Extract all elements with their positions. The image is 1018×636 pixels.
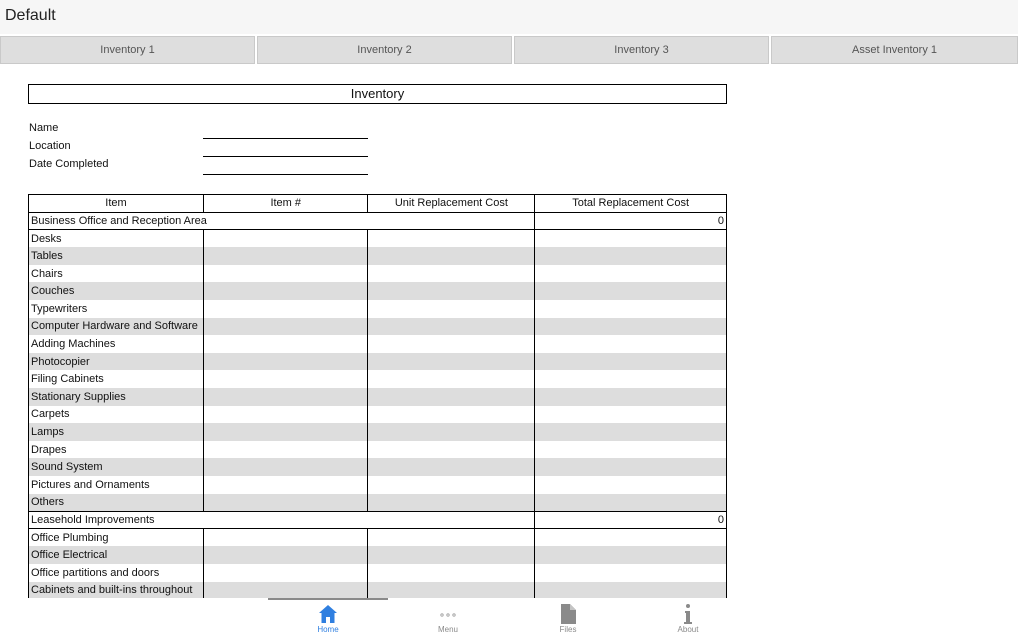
unit-cost-cell[interactable]	[368, 282, 535, 300]
nav-files-label: Files	[559, 625, 577, 634]
section-label[interactable]: Leasehold Improvements	[29, 511, 535, 529]
total-cost-cell[interactable]	[535, 370, 727, 388]
item-number-cell[interactable]	[203, 406, 367, 424]
tab-inventory-2[interactable]: Inventory 2	[257, 36, 512, 64]
total-cost-cell[interactable]	[535, 441, 727, 459]
item-number-cell[interactable]	[203, 546, 367, 564]
tab-asset-inventory-1[interactable]: Asset Inventory 1	[771, 36, 1018, 64]
nav-files-button[interactable]	[528, 600, 608, 636]
table-row	[29, 564, 727, 582]
item-cell[interactable]: Pictures and Ornaments	[29, 476, 204, 494]
unit-cost-cell[interactable]	[368, 300, 535, 318]
table-row	[29, 230, 727, 248]
total-cost-cell[interactable]	[535, 388, 727, 406]
item-cell[interactable]: Drapes	[29, 441, 204, 459]
section-total[interactable]: 0	[535, 511, 727, 529]
table-row	[29, 406, 727, 424]
bottom-nav	[0, 598, 1018, 636]
sheet-title: Inventory	[28, 84, 727, 104]
item-number-cell[interactable]	[203, 300, 367, 318]
nav-home-button[interactable]	[288, 600, 368, 636]
tab-inventory-3[interactable]: Inventory 3	[514, 36, 769, 64]
item-cell[interactable]: Couches	[29, 282, 204, 300]
title-bar	[0, 0, 1018, 34]
total-cost-cell[interactable]	[535, 406, 727, 424]
section-label[interactable]: Business Office and Reception Area	[29, 212, 535, 230]
item-number-cell[interactable]	[203, 529, 367, 547]
table-row	[29, 494, 727, 512]
item-cell[interactable]: Carpets	[29, 406, 204, 424]
unit-cost-cell[interactable]	[368, 458, 535, 476]
total-cost-cell[interactable]	[535, 546, 727, 564]
name-label: Name	[29, 122, 59, 134]
total-cost-cell[interactable]	[535, 282, 727, 300]
item-number-cell[interactable]	[203, 441, 367, 459]
table-row	[29, 370, 727, 388]
sheet-tabs	[0, 36, 1018, 64]
item-number-cell[interactable]	[203, 318, 367, 336]
unit-cost-cell[interactable]	[368, 529, 535, 547]
location-label: Location	[29, 140, 71, 152]
item-number-cell[interactable]	[203, 423, 367, 441]
unit-cost-cell[interactable]	[368, 441, 535, 459]
total-cost-cell[interactable]	[535, 265, 727, 283]
item-number-cell[interactable]	[203, 370, 367, 388]
item-number-cell[interactable]	[203, 388, 367, 406]
table-header-row	[29, 195, 727, 213]
item-number-cell[interactable]	[203, 353, 367, 371]
total-cost-cell[interactable]	[535, 353, 727, 371]
item-number-cell[interactable]	[203, 247, 367, 265]
section-total[interactable]: 0	[535, 212, 727, 230]
item-cell[interactable]: Others	[29, 494, 204, 512]
item-cell[interactable]: Office partitions and doors	[29, 564, 204, 582]
unit-cost-cell[interactable]	[368, 265, 535, 283]
date-completed-label: Date Completed	[29, 158, 109, 170]
unit-cost-cell[interactable]	[368, 582, 535, 598]
item-cell[interactable]: Cabinets and built-ins throughout	[29, 582, 204, 598]
info-icon	[678, 603, 698, 625]
table-row	[29, 388, 727, 406]
unit-cost-cell[interactable]	[368, 353, 535, 371]
item-number-cell[interactable]	[203, 494, 367, 512]
nav-about-button[interactable]	[648, 600, 728, 636]
unit-cost-cell[interactable]	[368, 370, 535, 388]
nav-home-label: Home	[317, 625, 339, 634]
table-row	[29, 441, 727, 459]
item-cell[interactable]: Office Plumbing	[29, 529, 204, 547]
name-field[interactable]	[203, 138, 368, 139]
item-number-cell[interactable]	[203, 282, 367, 300]
location-field[interactable]	[203, 156, 368, 157]
unit-cost-cell[interactable]	[368, 546, 535, 564]
total-cost-cell[interactable]	[535, 529, 727, 547]
total-cost-cell[interactable]	[535, 230, 727, 248]
table-row	[29, 335, 727, 353]
table-row	[29, 247, 727, 265]
table-row	[29, 529, 727, 547]
unit-cost-cell[interactable]	[368, 494, 535, 512]
item-cell[interactable]: Office Electrical	[29, 546, 204, 564]
table-row	[29, 582, 727, 598]
date-completed-field[interactable]	[203, 174, 368, 175]
item-number-cell[interactable]	[203, 476, 367, 494]
table-row	[29, 353, 727, 371]
more-dots-icon	[438, 603, 458, 625]
table-row	[29, 282, 727, 300]
unit-cost-cell[interactable]	[368, 476, 535, 494]
nav-menu-button[interactable]	[408, 600, 488, 636]
column-header-unit-cost: Unit Replacement Cost	[368, 195, 535, 213]
spreadsheet-area[interactable]	[0, 64, 1018, 598]
total-cost-cell[interactable]	[535, 476, 727, 494]
inventory-table	[28, 194, 727, 598]
item-cell[interactable]: Tables	[29, 247, 204, 265]
file-icon	[558, 603, 578, 625]
unit-cost-cell[interactable]	[368, 318, 535, 336]
total-cost-cell[interactable]	[535, 300, 727, 318]
item-number-cell[interactable]	[203, 230, 367, 248]
item-cell[interactable]: Sound System	[29, 458, 204, 476]
table-row	[29, 546, 727, 564]
home-icon	[318, 603, 338, 625]
total-cost-cell[interactable]	[535, 318, 727, 336]
item-cell[interactable]: Filing Cabinets	[29, 370, 204, 388]
table-row	[29, 300, 727, 318]
table-row	[29, 458, 727, 476]
item-number-cell[interactable]	[203, 335, 367, 353]
section-row	[29, 212, 727, 230]
item-cell[interactable]: Computer Hardware and Software	[29, 318, 204, 336]
total-cost-cell[interactable]	[535, 423, 727, 441]
table-row	[29, 423, 727, 441]
item-cell[interactable]: Chairs	[29, 265, 204, 283]
item-number-cell[interactable]	[203, 582, 367, 598]
unit-cost-cell[interactable]	[368, 335, 535, 353]
total-cost-cell[interactable]	[535, 494, 727, 512]
nav-menu-label: Menu	[437, 625, 458, 634]
total-cost-cell[interactable]	[535, 335, 727, 353]
item-cell[interactable]: Stationary Supplies	[29, 388, 204, 406]
unit-cost-cell[interactable]	[368, 388, 535, 406]
tab-inventory-1[interactable]: Inventory 1	[0, 36, 255, 64]
unit-cost-cell[interactable]	[368, 423, 535, 441]
item-cell[interactable]: Adding Machines	[29, 335, 204, 353]
total-cost-cell[interactable]	[535, 564, 727, 582]
column-header-item: Item	[29, 195, 204, 213]
section-row	[29, 511, 727, 529]
item-number-cell[interactable]	[203, 458, 367, 476]
inventory-table-body	[29, 212, 727, 598]
item-number-cell[interactable]	[203, 564, 367, 582]
column-header-item-number: Item #	[203, 195, 367, 213]
table-row	[29, 476, 727, 494]
total-cost-cell[interactable]	[535, 247, 727, 265]
item-cell[interactable]: Desks	[29, 230, 204, 248]
table-row	[29, 265, 727, 283]
window-title: Default	[5, 7, 56, 24]
unit-cost-cell[interactable]	[368, 247, 535, 265]
total-cost-cell[interactable]	[535, 582, 727, 598]
table-row	[29, 318, 727, 336]
nav-about-label: About	[677, 625, 699, 634]
unit-cost-cell[interactable]	[368, 230, 535, 248]
unit-cost-cell[interactable]	[368, 406, 535, 424]
item-cell[interactable]: Typewriters	[29, 300, 204, 318]
item-cell[interactable]: Lamps	[29, 423, 204, 441]
column-header-total-cost: Total Replacement Cost	[535, 195, 727, 213]
item-number-cell[interactable]	[203, 265, 367, 283]
item-cell[interactable]: Photocopier	[29, 353, 204, 371]
total-cost-cell[interactable]	[535, 458, 727, 476]
unit-cost-cell[interactable]	[368, 564, 535, 582]
